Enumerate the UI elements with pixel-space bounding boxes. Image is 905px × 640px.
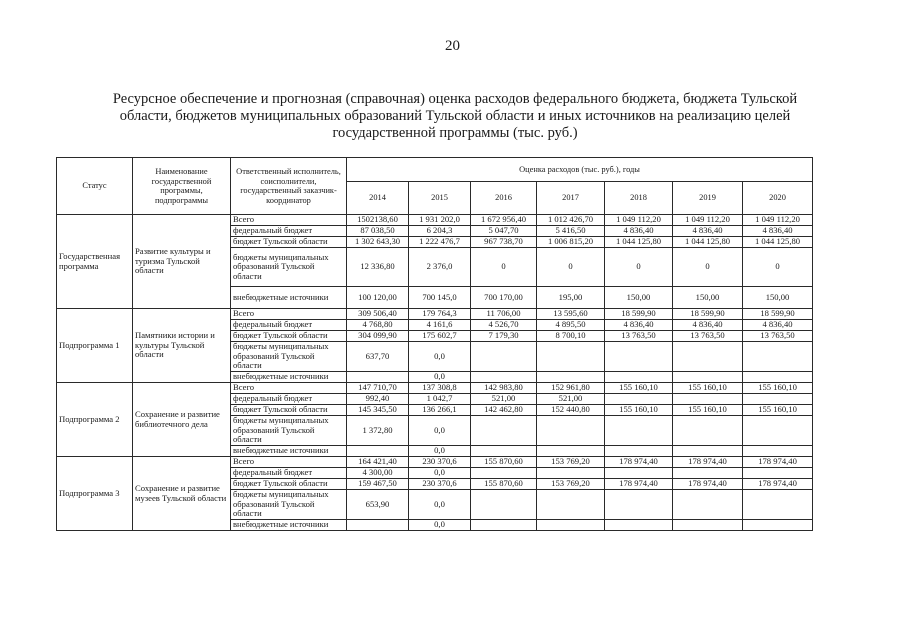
value-cell bbox=[743, 446, 813, 457]
value-cell: 155 160,10 bbox=[743, 405, 813, 416]
table-body bbox=[57, 215, 813, 531]
header-name: Наименование государственной программы, подпрограммы bbox=[133, 158, 231, 215]
value-cell bbox=[537, 372, 605, 383]
value-cell: 7 179,30 bbox=[471, 331, 537, 342]
value-cell bbox=[743, 416, 813, 446]
value-cell: 521,00 bbox=[471, 394, 537, 405]
value-cell bbox=[537, 490, 605, 520]
value-cell: 4 836,40 bbox=[673, 226, 743, 237]
value-cell: 6 204,3 bbox=[409, 226, 471, 237]
program-name: Памятники истории и культуры Тульской области bbox=[133, 309, 231, 383]
value-cell: 13 763,50 bbox=[743, 331, 813, 342]
value-cell: 153 769,20 bbox=[537, 457, 605, 468]
title-line-3: государственной программы (тыс. руб.) bbox=[332, 125, 578, 141]
value-cell: 155 160,10 bbox=[673, 383, 743, 394]
value-cell bbox=[605, 520, 673, 531]
value-cell: 4 300,00 bbox=[347, 468, 409, 479]
program-status: Подпрограмма 3 bbox=[57, 457, 133, 531]
value-cell: 159 467,50 bbox=[347, 479, 409, 490]
value-cell: 0 bbox=[673, 248, 743, 287]
value-cell bbox=[605, 394, 673, 405]
value-cell: 4 836,40 bbox=[605, 320, 673, 331]
value-cell: 178 974,40 bbox=[743, 457, 813, 468]
value-cell bbox=[347, 446, 409, 457]
program-status: Государственная программа bbox=[57, 215, 133, 309]
value-cell bbox=[347, 520, 409, 531]
value-cell: 4 768,80 bbox=[347, 320, 409, 331]
value-cell bbox=[673, 520, 743, 531]
value-cell bbox=[673, 446, 743, 457]
value-cell: 653,90 bbox=[347, 490, 409, 520]
value-cell: 637,70 bbox=[347, 342, 409, 372]
value-cell bbox=[347, 372, 409, 383]
value-cell bbox=[471, 342, 537, 372]
value-cell: 0,0 bbox=[409, 490, 471, 520]
funding-source: бюджеты муниципальных образований Тульской области bbox=[231, 416, 347, 446]
value-cell: 1 372,80 bbox=[347, 416, 409, 446]
value-cell: 150,00 bbox=[673, 287, 743, 309]
page-number: 20 bbox=[445, 38, 460, 54]
value-cell bbox=[673, 468, 743, 479]
value-cell bbox=[537, 446, 605, 457]
funding-source: внебюджетные источники bbox=[231, 520, 347, 531]
value-cell bbox=[605, 416, 673, 446]
value-cell bbox=[605, 446, 673, 457]
table-row bbox=[57, 383, 813, 394]
funding-source: бюджет Тульской области bbox=[231, 237, 347, 248]
value-cell bbox=[537, 520, 605, 531]
value-cell: 1 006 815,20 bbox=[537, 237, 605, 248]
value-cell: 1 049 112,20 bbox=[673, 215, 743, 226]
value-cell: 178 974,40 bbox=[743, 479, 813, 490]
value-cell: 155 160,10 bbox=[605, 383, 673, 394]
value-cell: 142 462,80 bbox=[471, 405, 537, 416]
program-name: Развитие культуры и туризма Тульской области bbox=[133, 215, 231, 309]
program-name: Сохранение и развитие библиотечного дела bbox=[133, 383, 231, 457]
value-cell: 309 506,40 bbox=[347, 309, 409, 320]
value-cell: 155 870,60 bbox=[471, 457, 537, 468]
value-cell: 137 308,8 bbox=[409, 383, 471, 394]
title-line-1: Ресурсное обеспечение и прогнозная (справочная) оценка расходов федерального бюджета, бюджета Тульской bbox=[112, 91, 798, 107]
funding-source: бюджеты муниципальных образований Тульской области bbox=[231, 342, 347, 372]
header-year: 2019 bbox=[673, 182, 743, 215]
value-cell: 195,00 bbox=[537, 287, 605, 309]
funding-source: бюджет Тульской области bbox=[231, 331, 347, 342]
header-year: 2017 bbox=[537, 182, 605, 215]
value-cell: 4 526,70 bbox=[471, 320, 537, 331]
value-cell bbox=[471, 372, 537, 383]
value-cell: 0,0 bbox=[409, 372, 471, 383]
value-cell: 175 602,7 bbox=[409, 331, 471, 342]
value-cell: 153 769,20 bbox=[537, 479, 605, 490]
value-cell: 1 049 112,20 bbox=[605, 215, 673, 226]
value-cell bbox=[673, 490, 743, 520]
value-cell bbox=[743, 372, 813, 383]
value-cell: 150,00 bbox=[743, 287, 813, 309]
value-cell: 1 044 125,80 bbox=[743, 237, 813, 248]
value-cell: 230 370,6 bbox=[409, 457, 471, 468]
value-cell: 0,0 bbox=[409, 468, 471, 479]
program-status: Подпрограмма 1 bbox=[57, 309, 133, 383]
value-cell: 87 038,50 bbox=[347, 226, 409, 237]
header-year: 2014 bbox=[347, 182, 409, 215]
value-cell bbox=[605, 490, 673, 520]
value-cell bbox=[605, 372, 673, 383]
funding-source: Всего bbox=[231, 457, 347, 468]
value-cell: 2 376,0 bbox=[409, 248, 471, 287]
value-cell: 4 836,40 bbox=[743, 226, 813, 237]
value-cell: 0,0 bbox=[409, 520, 471, 531]
funding-source: Всего bbox=[231, 215, 347, 226]
value-cell: 1 042,7 bbox=[409, 394, 471, 405]
value-cell: 142 983,80 bbox=[471, 383, 537, 394]
header-year: 2020 bbox=[743, 182, 813, 215]
value-cell: 0,0 bbox=[409, 446, 471, 457]
header-estimate: Оценка расходов (тыс. руб.), годы bbox=[347, 158, 813, 182]
header-year: 2018 bbox=[605, 182, 673, 215]
value-cell: 5 416,50 bbox=[537, 226, 605, 237]
value-cell: 18 599,90 bbox=[605, 309, 673, 320]
value-cell: 155 160,10 bbox=[673, 405, 743, 416]
funding-source: Всего bbox=[231, 309, 347, 320]
value-cell: 155 160,10 bbox=[743, 383, 813, 394]
value-cell: 179 764,3 bbox=[409, 309, 471, 320]
value-cell: 155 160,10 bbox=[605, 405, 673, 416]
funding-source: внебюджетные источники bbox=[231, 446, 347, 457]
value-cell bbox=[605, 468, 673, 479]
value-cell bbox=[743, 468, 813, 479]
funding-source: внебюджетные источники bbox=[231, 372, 347, 383]
header-status: Статус bbox=[57, 158, 133, 215]
header-year: 2016 bbox=[471, 182, 537, 215]
value-cell: 13 763,50 bbox=[673, 331, 743, 342]
funding-source: федеральный бюджет bbox=[231, 394, 347, 405]
value-cell bbox=[673, 342, 743, 372]
value-cell: 18 599,90 bbox=[673, 309, 743, 320]
value-cell: 521,00 bbox=[537, 394, 605, 405]
value-cell: 178 974,40 bbox=[605, 479, 673, 490]
value-cell bbox=[743, 490, 813, 520]
value-cell bbox=[471, 468, 537, 479]
value-cell: 1 049 112,20 bbox=[743, 215, 813, 226]
value-cell: 1 302 643,30 bbox=[347, 237, 409, 248]
value-cell: 8 700,10 bbox=[537, 331, 605, 342]
value-cell bbox=[471, 520, 537, 531]
value-cell: 1 672 956,40 bbox=[471, 215, 537, 226]
value-cell: 4 836,40 bbox=[743, 320, 813, 331]
value-cell: 1 044 125,80 bbox=[605, 237, 673, 248]
funding-source: Всего bbox=[231, 383, 347, 394]
value-cell: 152 961,80 bbox=[537, 383, 605, 394]
value-cell: 178 974,40 bbox=[673, 457, 743, 468]
table-row bbox=[57, 309, 813, 320]
value-cell bbox=[471, 490, 537, 520]
value-cell: 1 931 202,0 bbox=[409, 215, 471, 226]
value-cell: 11 706,00 bbox=[471, 309, 537, 320]
value-cell: 145 345,50 bbox=[347, 405, 409, 416]
value-cell: 1 044 125,80 bbox=[673, 237, 743, 248]
value-cell: 147 710,70 bbox=[347, 383, 409, 394]
value-cell: 0 bbox=[537, 248, 605, 287]
title-line-2: области, бюджетов муниципальных образований Тульской области и иных источников на реализацию целей bbox=[119, 108, 791, 124]
funding-source: федеральный бюджет bbox=[231, 226, 347, 237]
value-cell bbox=[537, 468, 605, 479]
value-cell: 150,00 bbox=[605, 287, 673, 309]
value-cell bbox=[471, 416, 537, 446]
value-cell bbox=[537, 342, 605, 372]
value-cell: 100 120,00 bbox=[347, 287, 409, 309]
value-cell: 1 222 476,7 bbox=[409, 237, 471, 248]
value-cell: 178 974,40 bbox=[673, 479, 743, 490]
program-status: Подпрограмма 2 bbox=[57, 383, 133, 457]
value-cell: 4 836,40 bbox=[673, 320, 743, 331]
value-cell: 967 738,70 bbox=[471, 237, 537, 248]
header-year: 2015 bbox=[409, 182, 471, 215]
funding-source: федеральный бюджет bbox=[231, 468, 347, 479]
table-row bbox=[57, 215, 813, 226]
value-cell bbox=[537, 416, 605, 446]
table-row bbox=[57, 457, 813, 468]
value-cell: 1 012 426,70 bbox=[537, 215, 605, 226]
document-title bbox=[95, 91, 815, 142]
value-cell: 0 bbox=[471, 248, 537, 287]
value-cell bbox=[743, 520, 813, 531]
value-cell bbox=[605, 342, 673, 372]
value-cell: 152 440,80 bbox=[537, 405, 605, 416]
value-cell bbox=[673, 416, 743, 446]
value-cell: 230 370,6 bbox=[409, 479, 471, 490]
table-header bbox=[57, 158, 813, 215]
value-cell: 700 145,0 bbox=[409, 287, 471, 309]
value-cell: 0 bbox=[743, 248, 813, 287]
value-cell: 136 266,1 bbox=[409, 405, 471, 416]
value-cell bbox=[471, 446, 537, 457]
header-executor: Ответственный исполнитель, соисполнители, государственный заказчик-координатор bbox=[231, 158, 347, 215]
funding-source: бюджеты муниципальных образований Тульской области bbox=[231, 248, 347, 287]
funding-source: внебюджетные источники bbox=[231, 287, 347, 309]
funding-source: бюджеты муниципальных образований Тульской области bbox=[231, 490, 347, 520]
value-cell: 5 047,70 bbox=[471, 226, 537, 237]
value-cell: 1502138,60 bbox=[347, 215, 409, 226]
funding-source: федеральный бюджет bbox=[231, 320, 347, 331]
value-cell: 4 895,50 bbox=[537, 320, 605, 331]
funding-source: бюджет Тульской области bbox=[231, 405, 347, 416]
value-cell: 13 763,50 bbox=[605, 331, 673, 342]
value-cell: 18 599,90 bbox=[743, 309, 813, 320]
program-name: Сохранение и развитие музеев Тульской области bbox=[133, 457, 231, 531]
value-cell: 700 170,00 bbox=[471, 287, 537, 309]
funding-source: бюджет Тульской области bbox=[231, 479, 347, 490]
value-cell: 0,0 bbox=[409, 416, 471, 446]
value-cell: 13 595,60 bbox=[537, 309, 605, 320]
value-cell: 304 099,90 bbox=[347, 331, 409, 342]
value-cell: 4 161,6 bbox=[409, 320, 471, 331]
value-cell: 0,0 bbox=[409, 342, 471, 372]
value-cell: 12 336,80 bbox=[347, 248, 409, 287]
value-cell: 992,40 bbox=[347, 394, 409, 405]
value-cell: 155 870,60 bbox=[471, 479, 537, 490]
value-cell bbox=[743, 342, 813, 372]
value-cell bbox=[673, 394, 743, 405]
value-cell: 164 421,40 bbox=[347, 457, 409, 468]
value-cell: 4 836,40 bbox=[605, 226, 673, 237]
value-cell bbox=[743, 394, 813, 405]
value-cell bbox=[673, 372, 743, 383]
value-cell: 178 974,40 bbox=[605, 457, 673, 468]
value-cell: 0 bbox=[605, 248, 673, 287]
budget-table bbox=[56, 157, 813, 531]
